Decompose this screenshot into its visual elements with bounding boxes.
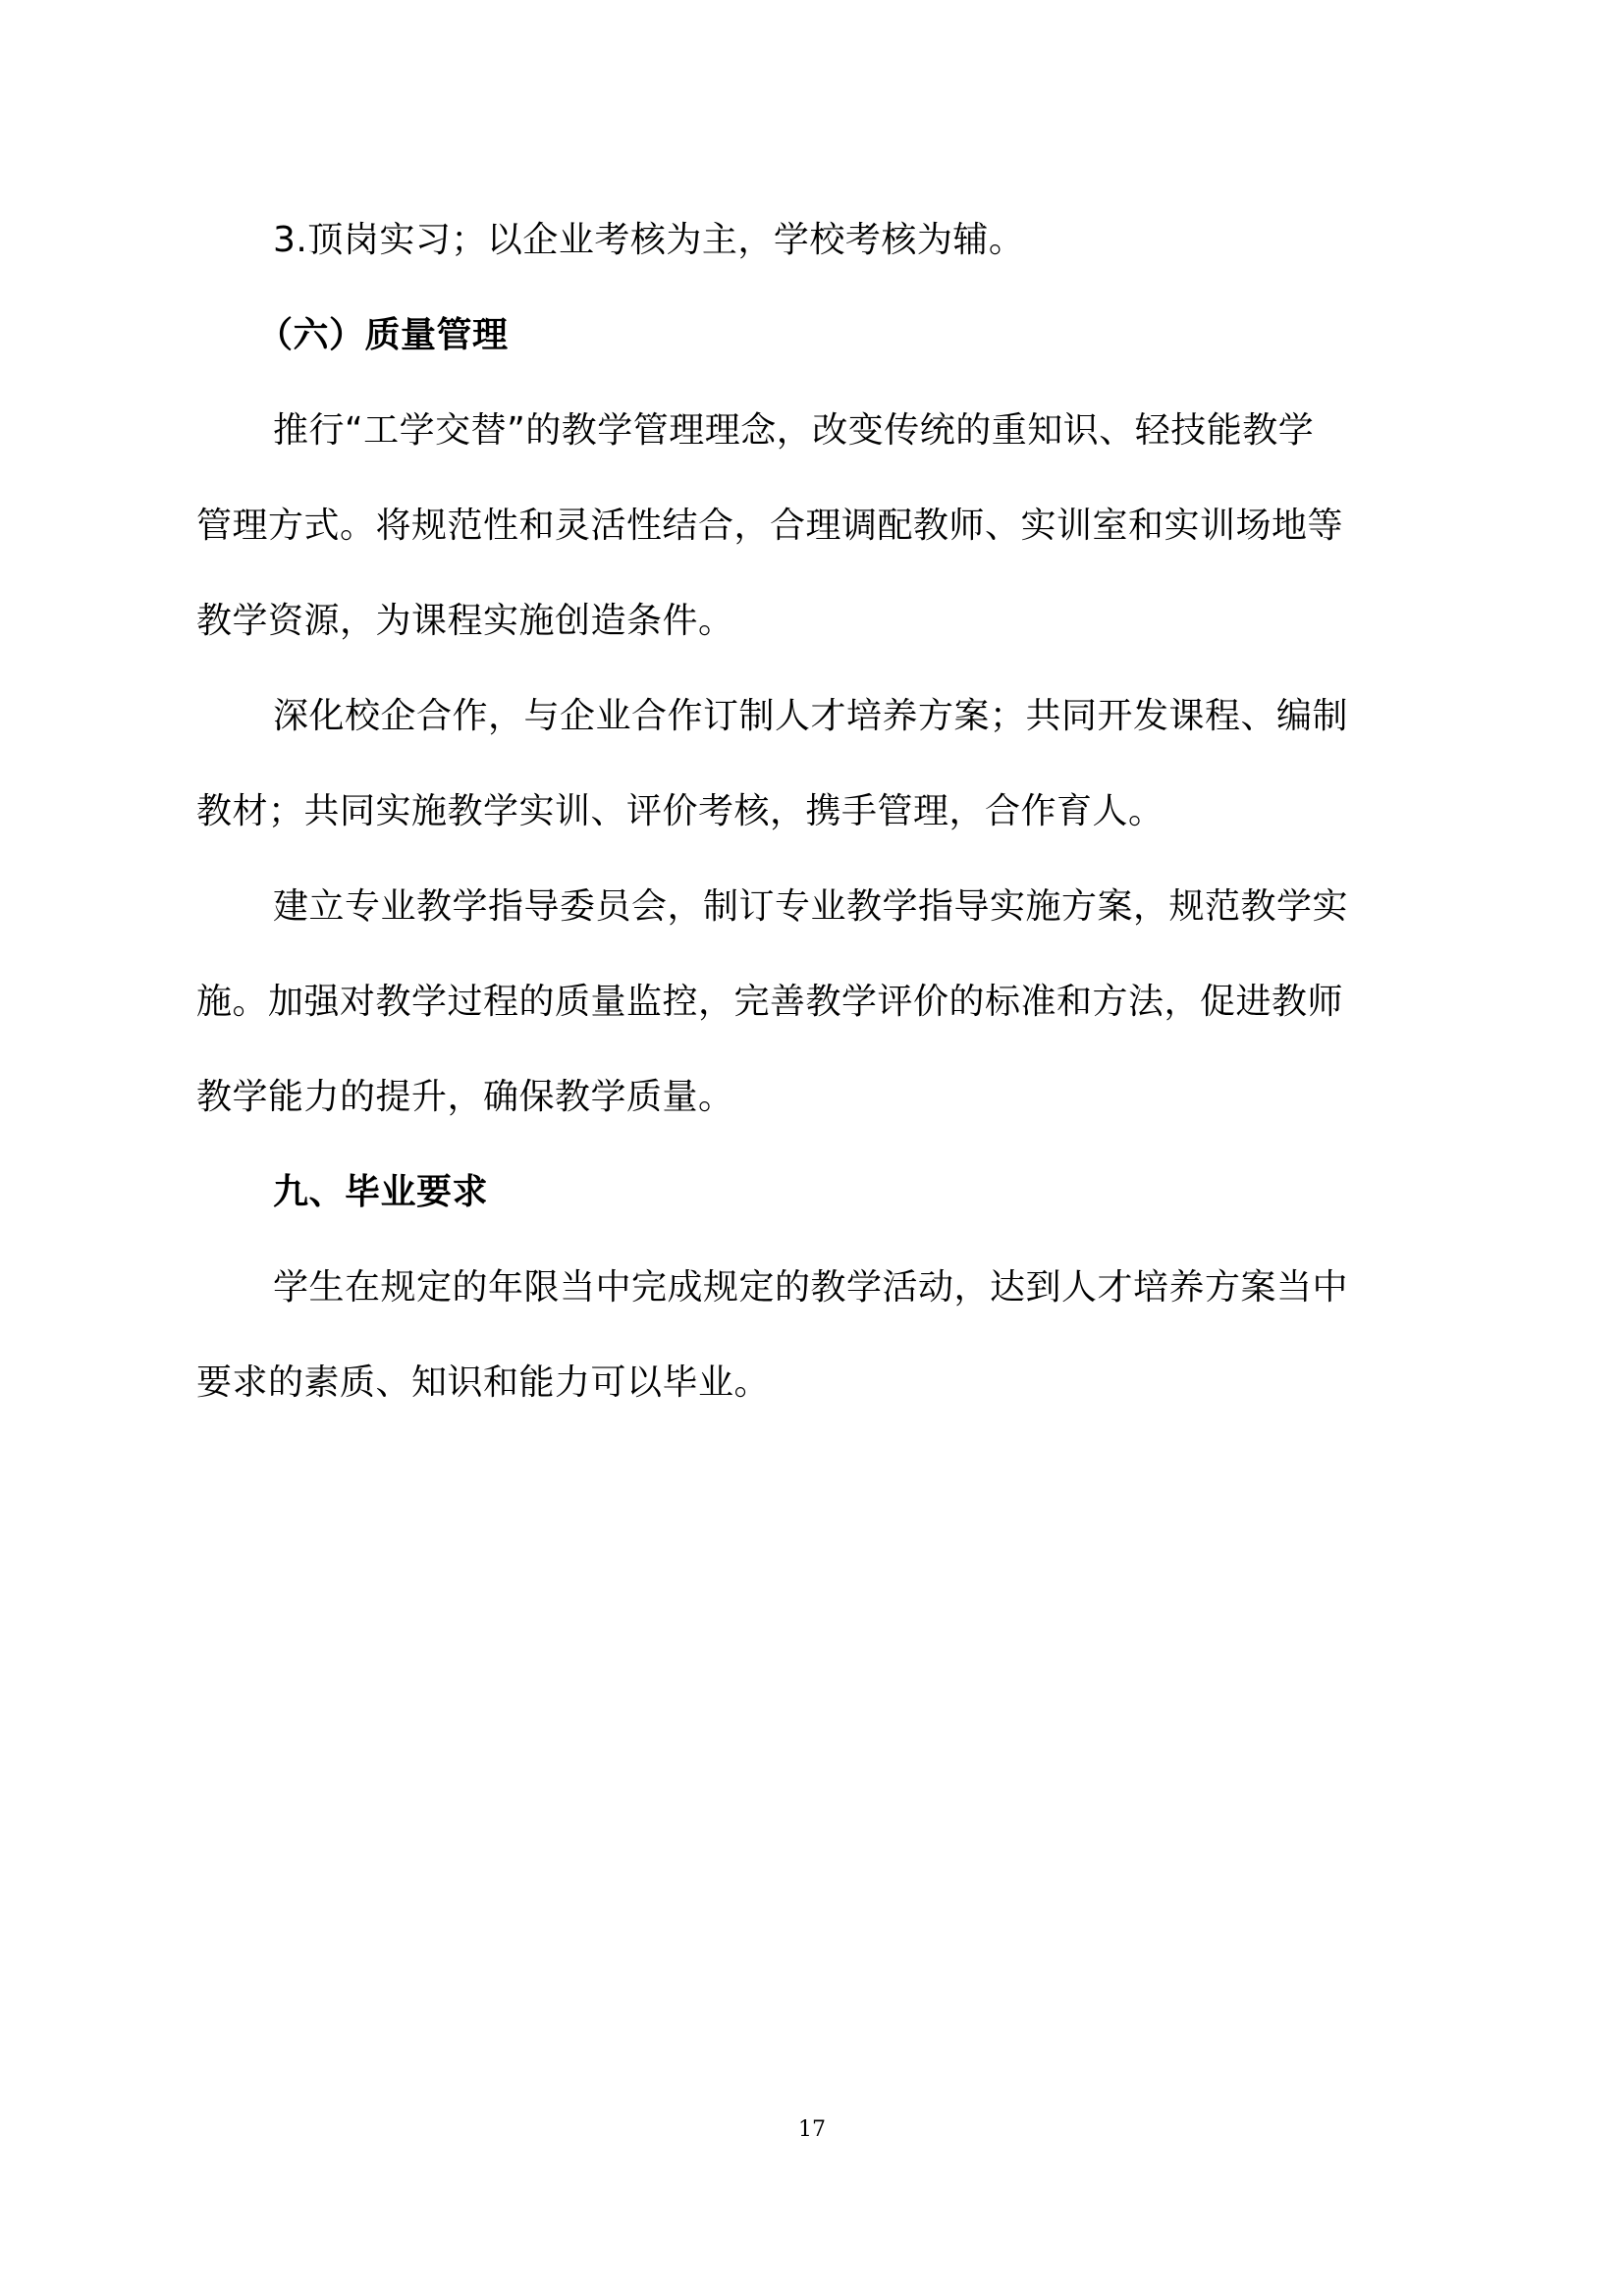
section-heading-graduation-requirements: 九、毕业要求 xyxy=(273,1172,489,1212)
document-body xyxy=(196,192,1434,1430)
paragraph-1-line-3: 教学资源，为课程实施创造条件。 xyxy=(196,601,734,641)
paragraph-4-line-2: 要求的素质、知识和能力可以毕业。 xyxy=(196,1362,771,1403)
paragraph-3-line-1: 建立专业教学指导委员会，制订专业教学指导实施方案，规范教学实 xyxy=(273,886,1349,927)
list-item-3: 3.顶岗实习；以企业考核为主，学校考核为辅。 xyxy=(273,220,1025,260)
paragraph-1-line-2: 管理方式。将规范性和灵活性结合，合理调配教师、实训室和实训场地等 xyxy=(196,506,1344,546)
section-heading-quality-management: （六）质量管理 xyxy=(257,315,509,355)
paragraph-3-line-2: 施。加强对教学过程的质量监控，完善教学评价的标准和方法，促进教师 xyxy=(196,982,1344,1022)
paragraph-1-line-1: 推行“工学交替”的教学管理理念，改变传统的重知识、轻技能教学 xyxy=(273,410,1315,451)
paragraph-4-line-1: 学生在规定的年限当中完成规定的教学活动，达到人才培养方案当中 xyxy=(273,1267,1349,1308)
paragraph-2-line-2: 教材；共同实施教学实训、评价考核，携手管理，合作育人。 xyxy=(196,791,1164,831)
paragraph-3-line-3: 教学能力的提升，确保教学质量。 xyxy=(196,1077,734,1117)
page-number: 17 xyxy=(798,2117,826,2142)
paragraph-2-line-1: 深化校企合作，与企业合作订制人才培养方案；共同开发课程、编制 xyxy=(273,696,1349,736)
